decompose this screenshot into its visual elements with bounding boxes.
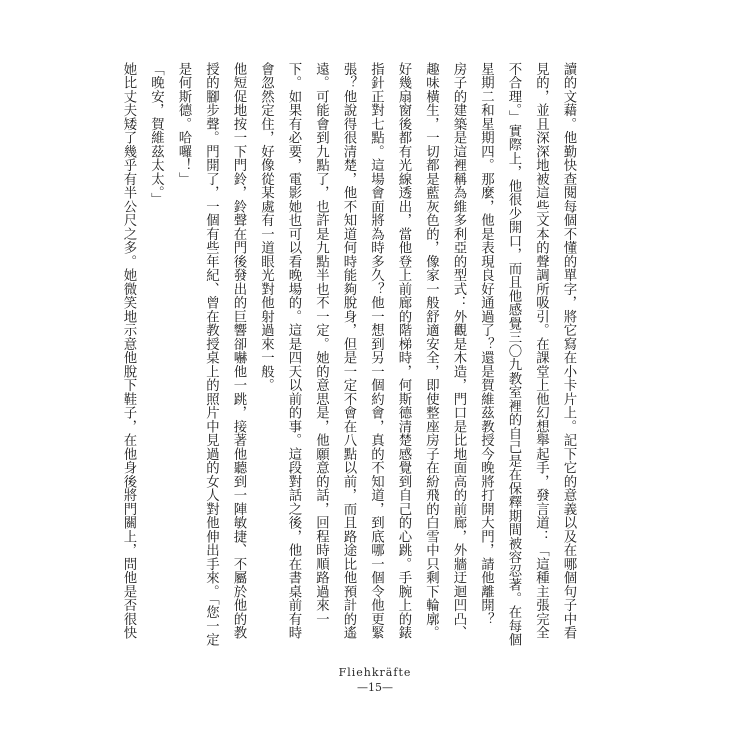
vertical-text-body [121, 62, 582, 652]
paragraph-4: 「晚安，賀維茲太太。」 [148, 62, 164, 207]
page-number: —15— [357, 681, 393, 694]
paragraph-2: 房子的建築是這裡稱為維多利亞的型式：外觀是木造，門口是比地面高的前廊，外牆迂迴凹凸、趣味橫生，一切都是藍灰色的，像家一般舒適安全，即使整座房子在紛飛的白雪中只剩下輪廓。好幾扇窗後都有光線透出，當他登上前廊的階梯時，何斯德清楚感覺到自己的心跳。手腕上的錶指針正對七點。這場會面將為時多久？他一想到另一個約會，真的不知道，到底哪一個令他更緊張？他說得很清楚，他不知道何時能夠脫身，但是一定不會在八點以前，而且路途比他預計的遙遠。可能會到九點了，也許是九點半也不一定。她的意思是，他願意的話，回程時順路過來一下。如果有必要，電影她也可以看晚場的。這是四天以前的事。這段對話之後，他在書桌前有時會忽然定住，好像從某處有一道眼光對他射過來一般。 [258, 62, 466, 640]
paragraph-5: 她比丈夫矮了幾乎有半公尺之多。她微笑地示意他脫下鞋子，在他身後將門關上，問他是否很快 [121, 62, 136, 640]
paragraph-1: 讀的文藉。他勤快查閱每個不懂的單字，將它寫在小卡片上。記下它的意義以及在哪個句子中看見的，並且深深地被這些文本的聲調所吸引。在課堂上他幻想舉起手，發言道：「這種主張完全不合理。」實際上，他很少開口，而且他感覺三〇九教室裡的自己是在保釋期間被容忍著。在每個星期二和星期四。那麼，他是表現良好通過了？還是賀維茲教授今晚將打開大門，請他離開？ [478, 62, 576, 647]
paragraph-3: 他短促地按一下門鈴，鈴聲在門後發出的巨響卻嚇他一跳，接著他聽到一陣敏捷、不屬於他的教授的腳步聲。門開了，一個有些年紀、曾在教授桌上的照片中見過的女人對他伸出手來。「您一定是何斯德。哈囉！」 [176, 62, 246, 647]
running-title: Fliehkräfte [338, 666, 412, 679]
